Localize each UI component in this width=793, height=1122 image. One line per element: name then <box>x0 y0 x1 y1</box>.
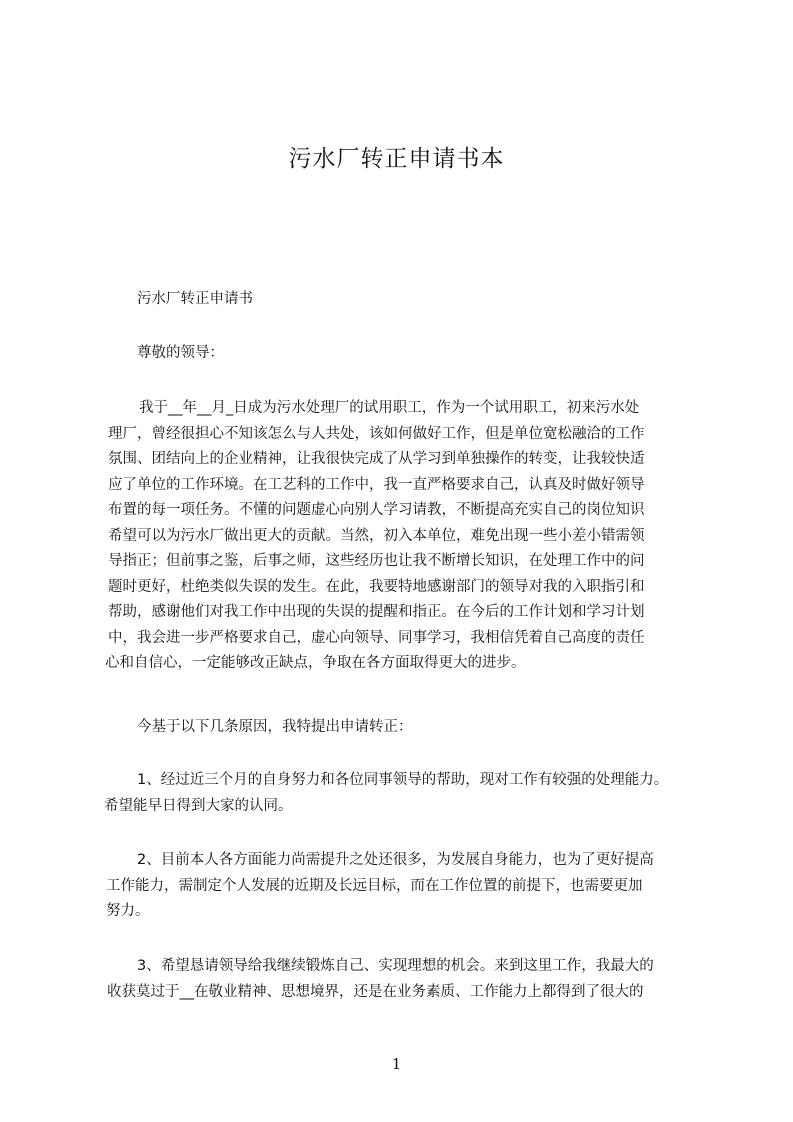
body-line: 布置的每一项任务。不懂的问题虚心向别人学习请教，不断提高充实自己的岗位知识 <box>108 502 645 518</box>
reason-line: 1、经过近三个月的自身努力和各位同事领导的帮助，现对工作有较强的处理能力。 <box>137 772 669 788</box>
document-subtitle: 污水厂转正申请书 <box>137 291 253 307</box>
reason-line: 希望能早日得到大家的认同。 <box>104 797 293 814</box>
body-line: 题时更好，杜绝类似失误的发生。在此，我要特地感谢部门的领导对我的入职指引和 <box>108 578 645 595</box>
body-line: 帮助，感谢他们对我工作中出现的失误的提醒和指正。在今后的工作计划和学习计划 <box>108 604 645 620</box>
reason-line: 2、目前本人各方面能力尚需提升之处还很多，为发展自身能力，也为了更好提高 <box>137 852 654 868</box>
body-line: 氛围、团结向上的企业精神，让我很快完成了从学习到单独操作的转变，让我较快适 <box>108 451 645 467</box>
body-line: 心和自信心，一定能够改正缺点，争取在各方面取得更大的进步。 <box>105 655 526 671</box>
reason-line: 努力。 <box>106 903 150 919</box>
page-number: 1 <box>391 1055 402 1073</box>
reason-3 <box>107 954 654 1005</box>
document-title: 污水厂转正申请书本 <box>288 146 505 172</box>
body-line: 中，我会进一步严格要求自己，虚心向领导、同事学习，我相信凭着自己高度的责任 <box>108 629 645 646</box>
reason-line: 工作能力，需制定个人发展的近期及长远目标，而在工作位置的前提下，也需要更加 <box>106 877 643 894</box>
body-line: 理厂，曾经很担心不知该怎么与人共处，该如何做好工作，但是单位宽松融洽的工作 <box>108 425 645 442</box>
reason-line: 3、希望恳请领导给我继续锻炼自己、实现理想的机会。来到这里工作，我最大的 <box>137 958 654 974</box>
reasons-intro: 今基于以下几条原因，我特提出申请转正： <box>137 719 413 735</box>
reason-line: 收获莫过于__在敬业精神、思想境界，还是在业务素质、工作能力上都得到了很大的 <box>107 983 644 1000</box>
body-line: 我于__年__月_日成为污水处理厂的试用职工，作为一个试用职工，初来污水处 <box>139 400 640 416</box>
reason-2 <box>106 848 654 925</box>
body-paragraph <box>105 396 645 677</box>
salutation: 尊敬的领导： <box>137 345 224 361</box>
body-line: 应了单位的工作环境。在工艺科的工作中，我一直严格要求自己，认真及时做好领导 <box>108 476 645 493</box>
body-line: 导指正；但前事之鉴，后事之师，这些经历也让我不断增长知识，在处理工作中的问 <box>108 553 645 569</box>
reason-1 <box>104 768 668 819</box>
body-line: 希望可以为污水厂做出更大的贡献。当然，初入本单位，难免出现一些小差小错需领 <box>108 527 645 544</box>
